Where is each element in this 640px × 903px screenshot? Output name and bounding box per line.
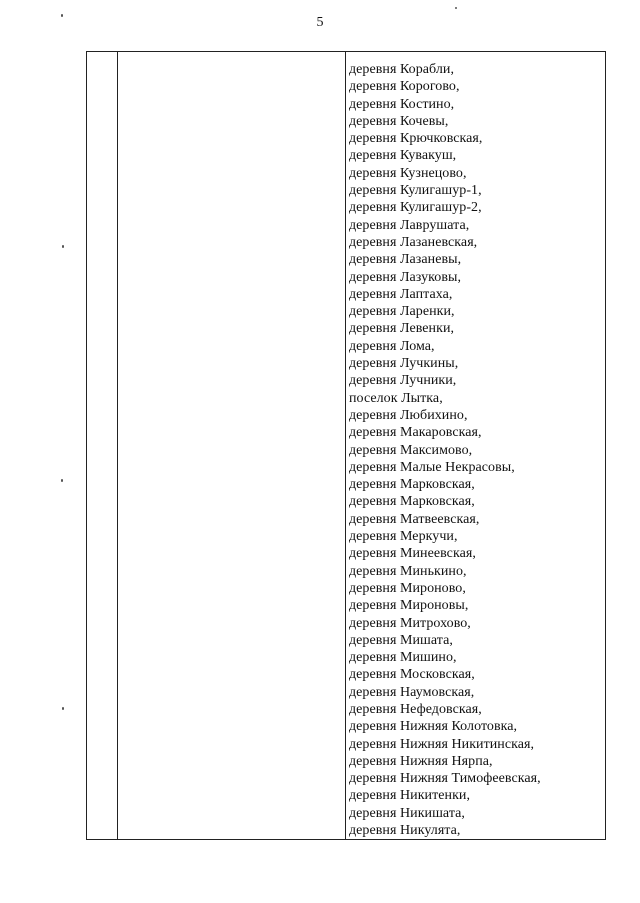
scan-speck [455,7,457,9]
settlement-entry: деревня Мишино, [349,650,457,666]
scan-speck [62,707,64,710]
settlement-entry: деревня Мироново, [349,580,466,596]
settlement-entry: деревня Нижняя Колотовка, [349,719,518,735]
settlement-entry: деревня Никулята, [349,823,461,839]
settlement-entry: деревня Левенки, [349,321,455,337]
settlement-entry: деревня Никишата, [349,805,465,821]
settlement-entry: деревня Максимово, [349,442,473,458]
scan-speck [61,14,63,17]
settlement-entry: деревня Лаврушата, [349,217,470,233]
settlement-entry: деревня Наумовская, [349,684,475,700]
settlement-entry: деревня Лучники, [349,373,457,389]
page-number: 5 [316,15,324,30]
settlement-entry: деревня Лучкины, [349,356,459,372]
settlement-entry: деревня Мишата, [349,632,453,648]
settlement-entry: деревня Нижняя Тимофеевская, [349,771,541,787]
settlement-entry: деревня Нижняя Никитинская, [349,736,535,752]
settlement-entry: деревня Корабли, [349,62,454,77]
settlement-entry: деревня Лазаневы, [349,252,462,268]
settlement-entry: деревня Макаровская, [349,425,482,441]
settlement-entry: деревня Марковская, [349,494,475,510]
settlement-entry: деревня Минькино, [349,563,467,579]
settlement-entry: деревня Нижняя Нярпа, [349,753,493,769]
settlement-entry: деревня Лазуковы, [349,269,461,285]
settlement-entry: деревня Никитенки, [349,788,471,804]
settlements-list [349,61,541,839]
settlement-entry: деревня Митрохово, [349,615,471,631]
settlement-entry: деревня Малые Некрасовы, [349,459,515,475]
settlement-entry: деревня Лазаневская, [349,234,478,250]
settlement-entry: деревня Ларенки, [349,304,455,320]
settlements-table [86,51,606,840]
settlement-entry: деревня Нефедовская, [349,701,482,717]
settlement-entry: деревня Мироновы, [349,598,469,614]
scan-speck [61,479,63,482]
column-divider [117,52,118,839]
settlement-entry: деревня Корогово, [349,79,460,95]
settlement-entry: деревня Меркучи, [349,529,458,545]
column-divider [345,52,346,839]
settlement-entry: деревня Костино, [349,96,455,112]
settlement-entry: деревня Кулигашур-2, [349,200,482,216]
settlement-entry: деревня Кочевы, [349,113,449,129]
settlement-entry: поселок Лытка, [349,390,443,406]
settlement-entry: деревня Кузнецово, [349,165,467,181]
settlement-entry: деревня Лома, [349,338,435,354]
settlement-entry: деревня Московская, [349,667,475,683]
settlement-entry: деревня Кулигашур-1, [349,183,482,199]
scan-speck [62,245,64,248]
settlement-entry: деревня Матвеевская, [349,511,480,527]
settlement-entry: деревня Любихино, [349,407,468,423]
settlement-entry: деревня Крючковская, [349,131,483,147]
settlement-entry: деревня Минеевская, [349,546,476,562]
settlement-entry: деревня Кувакуш, [349,148,457,164]
settlement-entry: деревня Лаптаха, [349,286,453,302]
settlement-entry: деревня Марковская, [349,477,475,493]
